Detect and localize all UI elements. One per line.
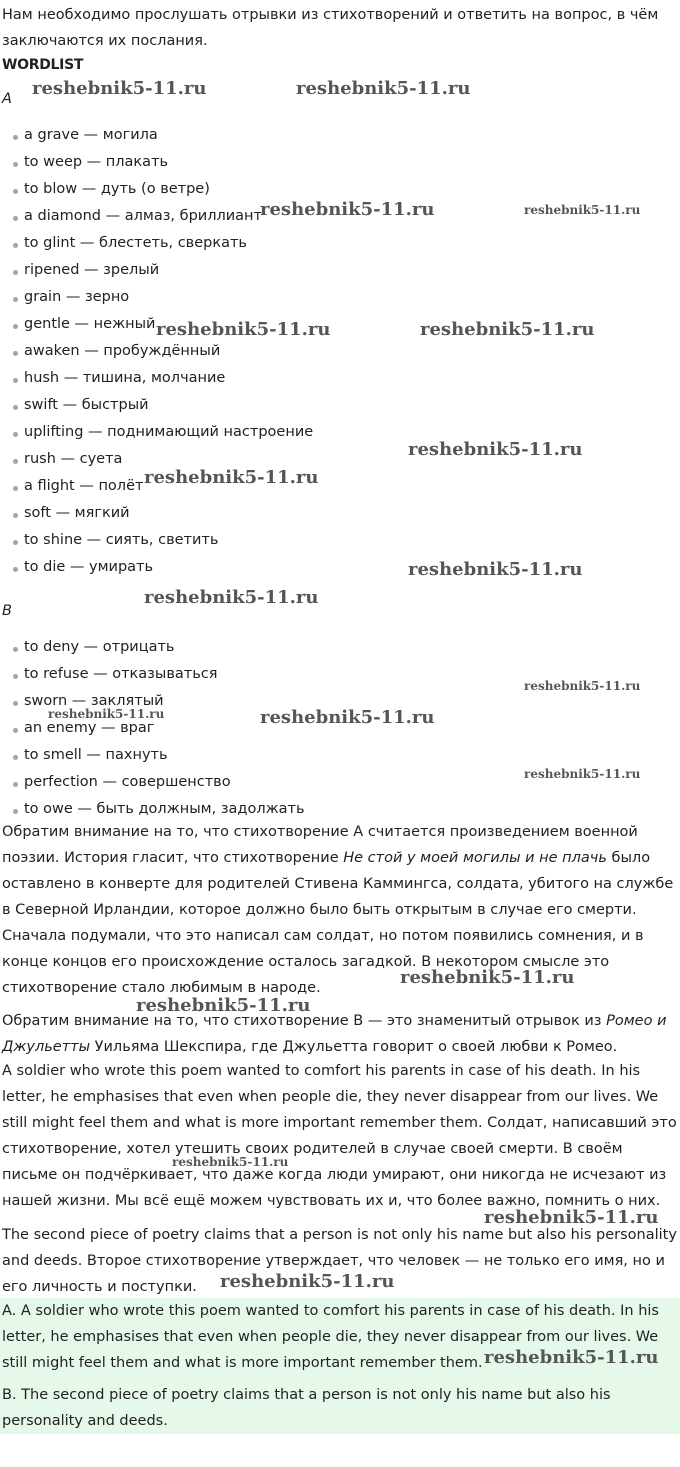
wordlist-item: uplifting — поднимающий настроение [0,419,313,446]
wordlist-item: a diamond — алмаз, бриллиант [0,203,313,230]
watermark: reshebnik5-11.ru [484,1347,659,1368]
note-a-poem-title: Не стой у моей могилы и не плачь [343,850,607,866]
watermark: reshebnik5-11.ru [408,439,583,460]
section-b-label: B [2,603,12,619]
answer-box [0,1298,680,1434]
watermark: reshebnik5-11.ru [260,199,435,220]
wordlist-item: to owe — быть должным, задолжать [0,796,305,823]
watermark: reshebnik5-11.ru [32,78,207,99]
wordlist-item: to blow — дуть (о ветре) [0,176,313,203]
watermark: reshebnik5-11.ru [420,319,595,340]
wordlist-item: hush — тишина, молчание [0,365,313,392]
wordlist-b [0,634,305,823]
note-a-text-1: Обратим внимание на то, что стихотворение A считается произведением военной поэзии. История гласит, что стихотворение [2,824,638,866]
wordlist-item: a grave — могила [0,122,313,149]
watermark: reshebnik5-11.ru [400,967,575,988]
intro-text: Нам необходимо прослушать отрывки из стихотворений и ответить на вопрос, в чём заключаются их послания. [2,7,659,49]
wordlist-item: gentle — нежный [0,311,313,338]
wordlist-item: grain — зерно [0,284,313,311]
wordlist-item: to shine — сиять, светить [0,527,313,554]
section-a-label: A [2,91,12,107]
wordlist-a [0,122,313,581]
wordlist-item: ripened — зрелый [0,257,313,284]
wordlist-item: an enemy — враг [0,715,305,742]
wordlist-item: to smell — пахнуть [0,742,305,769]
watermark: reshebnik5-11.ru [144,587,319,608]
wordlist-item: perfection — совершенство [0,769,305,796]
wordlist-item: to die — умирать [0,554,313,581]
watermark: reshebnik5-11.ru [484,1207,659,1228]
watermark: reshebnik5-11.ru [408,559,583,580]
wordlist-item: a flight — полёт [0,473,313,500]
note-b-text-1: Обратим внимание на то, что стихотворение B — это знаменитый отрывок из [2,1013,607,1029]
watermark: reshebnik5-11.ru [172,1155,289,1169]
watermark: reshebnik5-11.ru [144,467,319,488]
watermark: reshebnik5-11.ru [524,203,641,217]
wordlist-item: to refuse — отказываться [0,661,305,688]
note-poem-a [0,819,680,1001]
wordlist-heading: WORDLIST [2,57,84,73]
watermark: reshebnik5-11.ru [524,679,641,693]
wordlist-item: to deny — отрицать [0,634,305,661]
note-b-play-title: Ромео и Джульетты [2,1013,667,1055]
note-b-text-2: Уильяма Шекспира, где Джульетта говорит о своей любви к Ромео. [90,1039,618,1055]
watermark: reshebnik5-11.ru [220,1271,395,1292]
wordlist-item: awaken — пробуждённый [0,338,313,365]
explanation-paragraph-2: The second piece of poetry claims that a person is not only his name but also his personality and deeds. Второе стихотворение утверждает, что человек — не только его имя, но и его личность и поступки. [2,1227,677,1295]
wordlist-item: soft — мягкий [0,500,313,527]
wordlist-item: rush — суета [0,446,313,473]
explanation-paragraph-1: A soldier who wrote this poem wanted to comfort his parents in case of his death. In his letter, he emphasises that even when people die, they never disappear from our lives. We still might feel them and what is more important remember them. Солдат, написавший это стихотворение, хотел утешить своих родителей в случае своей смерти. В своём письме он подчёркивает, что даже когда люди умирают, они никогда не исчезают из нашей жизни. Мы всё ещё можем чувствовать их и, что более важно, помнить о них. [2,1063,677,1209]
watermark: reshebnik5-11.ru [260,707,435,728]
wordlist-item: to glint — блестеть, сверкать [0,230,313,257]
wordlist-item: swift — быстрый [0,392,313,419]
watermark: reshebnik5-11.ru [136,995,311,1016]
note-a-text-2: было оставлено в конверте для родителей Стивена Каммингса, солдата, убитого на службе в Северной Ирландии, которое должно было быть открытым в случае его смерти. Сначала подумали, что это написал сам солдат, но потом появились сомнения, и в конце концов его происхождение осталось загадкой. В некотором смысле это стихотворение стало любимым в народе. [2,850,674,996]
watermark: reshebnik5-11.ru [524,767,641,781]
wordlist-item: to weep — плакать [0,149,313,176]
answer-b: B. The second piece of poetry claims that a person is not only his name but also his personality and deeds. [2,1387,611,1429]
watermark: reshebnik5-11.ru [296,78,471,99]
wordlist-item: sworn — заклятый [0,688,305,715]
watermark: reshebnik5-11.ru [48,707,165,721]
note-poem-b [0,1008,680,1060]
watermark: reshebnik5-11.ru [156,319,331,340]
answer-a: A. A soldier who wrote this poem wanted to comfort his parents in case of his death. In his letter, he emphasises that even when people die, they never disappear from our lives. We still might feel them and what is more important remember them. [2,1303,659,1371]
